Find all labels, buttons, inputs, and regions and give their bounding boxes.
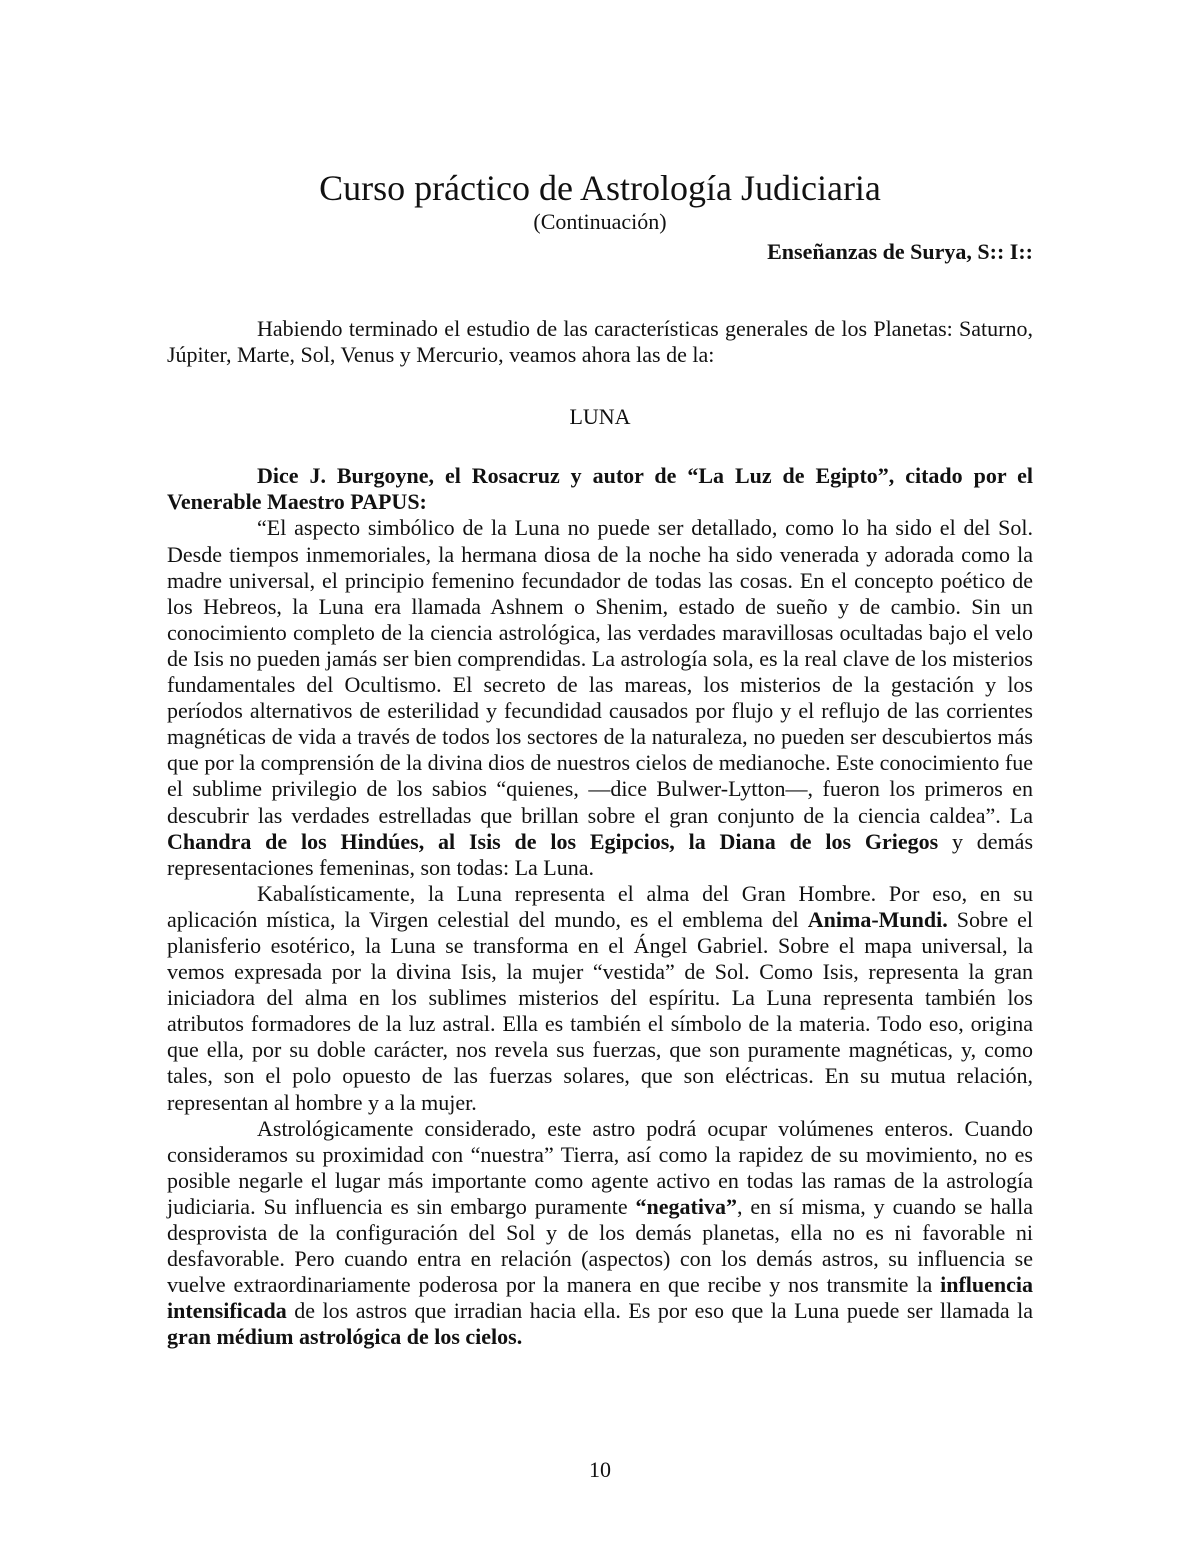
quote-intro: Dice J. Burgoyne, el Rosacruz y autor de “La Luz de Egipto”, citado por el Venerable Maestro PAPUS: xyxy=(167,463,1033,515)
author-byline: Enseñanzas de Surya, S:: I:: xyxy=(767,239,1033,264)
paragraph-3-bold-3: gran médium astrológica de los cielos. xyxy=(167,1324,523,1350)
page-title: Curso práctico de Astrología Judiciaria xyxy=(319,168,881,208)
section-heading: LUNA xyxy=(569,404,631,430)
paragraph-2-text: Kabalísticamente, la Luna representa el alma del Gran Hombre. Por eso, en su aplicación mística, la Virgen celestial del mundo, es el emblema del xyxy=(167,880,1033,932)
page-number: 10 xyxy=(589,1457,611,1482)
paragraph-1-bold: Chandra de los Hindúes, al Isis de los Egipcios, la Diana de los Griegos xyxy=(167,828,939,854)
paragraph-3-text: Astrológicamente considerado, este astro podrá ocupar volúmenes enteros. Cuando consideramos su proximidad con “nuestra” Tierra, así como la rapidez de su movimiento, no es posible negarle el lugar más importante como agente activo en todas las ramas de la astrología judiciaria. Su influencia es sin embargo puramente xyxy=(167,1115,1033,1219)
paragraph-3-mid-2: de los astros que irradian hacia ella. Es por eso que la Luna puede ser llamada la xyxy=(294,1298,1033,1324)
paragraph-1-text: “El aspecto simbólico de la Luna no puede ser detallado, como lo ha sido el del Sol. Desde tiempos inmemoriales, la hermana diosa de la noche ha sido venerada y adorada como la madre universal, el principio femenino fecundador de todas las cosas. En el concepto poético de los Hebreos, la Luna era llamada Ashnem o Shenim, estado de sueño y de cambio. Sin un conocimiento completo de la ciencia astrológica, las verdades maravillosas ocultadas bajo el velo de Isis no pueden jamás ser bien comprendidas. La astrología sola, es la real clave de los misterios fundamentales del Ocultismo. El secreto de las mareas, los misterios de la gestación y los períodos alternativos de esterilidad y fecundidad causados por flujo y el reflujo de las corrientes magnéticas de vida a través de todos los sectores de la naturaleza, no pueden ser descubiertos más que por la comprensión de la divina dios de nuestros cielos de medianoche. Este conocimiento fue el sublime privilegio de los sabios “quienes, —dice Bulwer-Lytton—, fueron los primeros en descubrir las verdades estrelladas que brillan sobre el gran conjunto de la ciencia caldea”. La xyxy=(167,515,1033,828)
page-subtitle: (Continuación) xyxy=(533,209,667,234)
paragraph-3 xyxy=(167,1116,1033,1351)
paragraph-3-bold-1: “negativa” xyxy=(635,1193,737,1219)
paragraph-1 xyxy=(167,515,1033,880)
paragraph-3-bold-2: influencia intensificada xyxy=(167,1272,1033,1324)
paragraph-3-mid-1: , en sí misma, y cuando se halla desprovista de la configuración del Sol y de los demás planetas, ella no es ni favorable ni desfavorable. Pero cuando entra en relación (aspectos) con los demás astros, su influencia se vuelve extraordinariamente poderosa por la manera en que recibe y nos transmite la xyxy=(167,1193,1034,1298)
paragraph-2-end: Sobre el planisferio esotérico, la Luna se transforma en el Ángel Gabriel. Sobre el mapa universal, la vemos expresada por la divina Isis, la mujer “vestida” de Sol. Como Isis, representa la gran iniciadora del alma en los sublimes misterios del espíritu. La Luna representa también los atributos formadores de la luz astral. Ella es también el símbolo de la materia. Todo eso, origina que ella, por su doble carácter, nos revela sus fuerzas, que son puramente magnéticas, y, como tales, son el polo opuesto de las fuerzas solares, que son eléctricas. En su mutua relación, representan al hombre y a la mujer. xyxy=(167,906,1034,1115)
intro-paragraph: Habiendo terminado el estudio de las características generales de los Planetas: Saturno, Júpiter, Marte, Sol, Venus y Mercurio, veamos ahora las de la: xyxy=(167,316,1033,368)
body-text xyxy=(167,316,1033,1350)
paragraph-1-end: y demás representaciones femeninas, son todas: La Luna. xyxy=(167,828,1034,880)
paragraph-2-bold: Anima-Mundi. xyxy=(807,906,948,932)
paragraph-2 xyxy=(167,881,1033,1116)
